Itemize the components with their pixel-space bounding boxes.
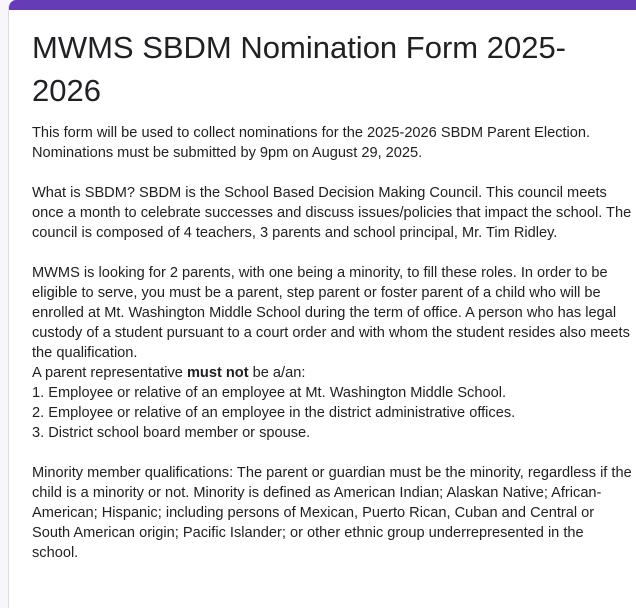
intro-line-1: This form will be used to collect nominations for the 2025-2026 SBDM Parent Election.	[32, 125, 591, 141]
page-background-edge	[0, 0, 8, 608]
minority-qualifications: Minority member qualifications: The parent or guardian must be the minority, regardless if the child is a minority or not. Minority is defined as American Indian; Alaskan Native; African-American; Hispanic; including persons of Mexican, Puerto Rican, Cuban and Central or South American origin; Pacific Islander; or other ethnic group underrepresented in the school.	[32, 465, 632, 561]
form-description	[32, 123, 632, 563]
rep-suffix: be a/an:	[248, 365, 306, 381]
intro-line-2: Nominations must be submitted by 9pm on August 29, 2025.	[32, 145, 423, 161]
rep-bold: must not	[186, 365, 249, 381]
form-header-card	[8, 0, 636, 608]
list-item: 3. District school board member or spouse.	[32, 425, 311, 441]
form-accent-bar	[9, 0, 636, 10]
looking-for-paragraph: MWMS is looking for 2 parents, with one being a minority, to fill these roles. In order to be eligible to serve, you must be a parent, step parent or foster parent of a child who will be enrolled at Mt. Washington Middle School during the term of office. A person who has legal custody of a student pursuant to a court order and with whom the student resides also meets the qualification.	[32, 265, 630, 361]
rep-prefix: A parent representative	[32, 365, 187, 381]
what-is-sbdm: What is SBDM? SBDM is the School Based Decision Making Council. This council meets once a month to celebrate successes and discuss issues/policies that impact the school. The council is composed of 4 teachers, 3 parents and school principal, Mr. Tim Ridley.	[32, 185, 632, 241]
list-item: 1. Employee or relative of an employee at Mt. Washington Middle School.	[32, 385, 506, 401]
form-title: MWMS SBDM Nomination Form 2025-2026	[32, 30, 567, 108]
list-item: 2. Employee or relative of an employee in the district administrative offices.	[32, 405, 516, 421]
representative-rule	[32, 363, 632, 383]
